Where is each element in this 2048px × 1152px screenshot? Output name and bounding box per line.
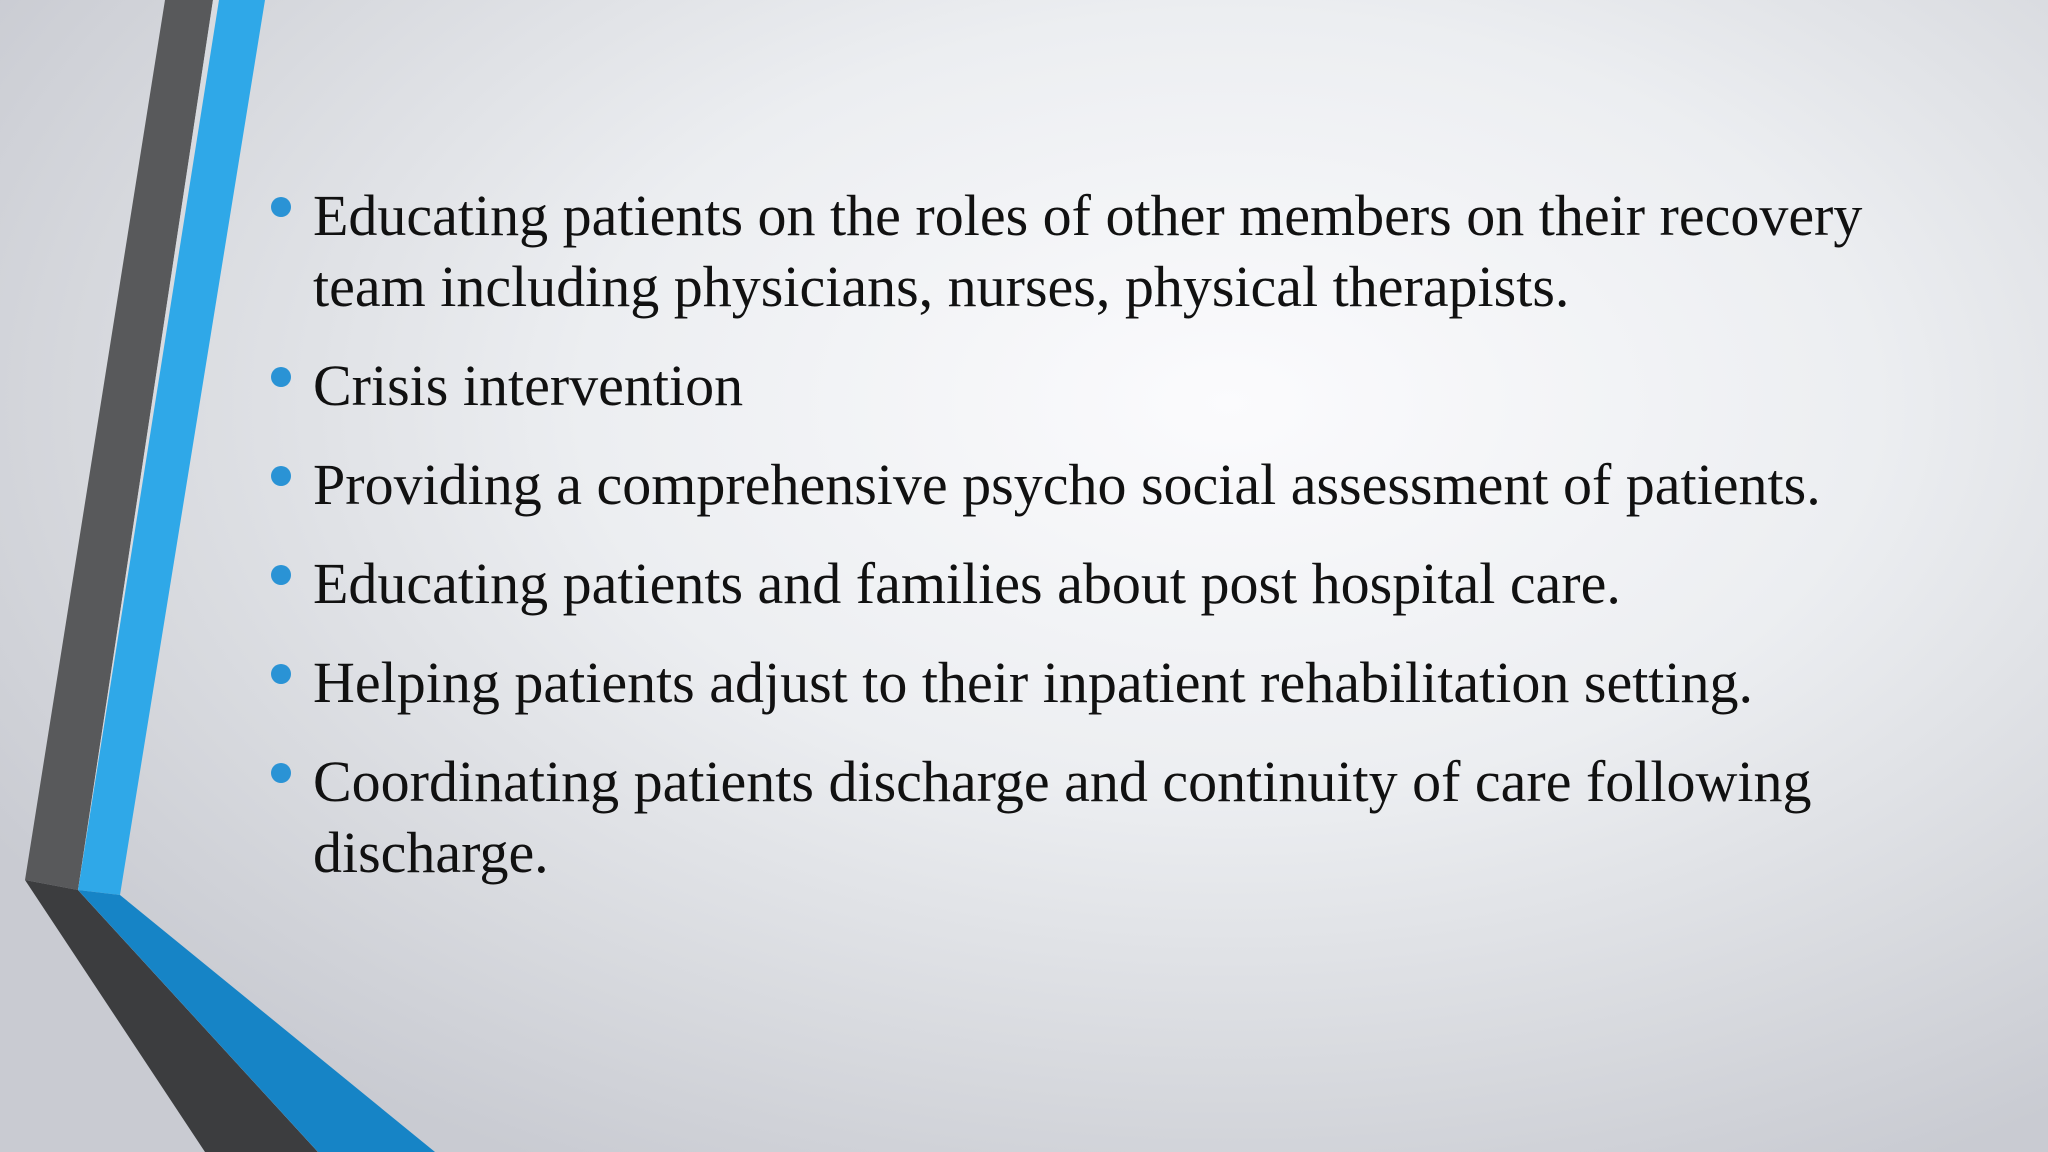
- bullet-item: [262, 548, 1922, 619]
- dark-stripe-diagonal: [25, 880, 318, 1152]
- bullet-list: [262, 180, 1922, 888]
- bullet-text: Coordinating patients discharge and continuity of care following discharge.: [313, 749, 1812, 885]
- bullet-text: Crisis intervention: [313, 353, 744, 418]
- bullet-item: [262, 350, 1922, 421]
- bullet-item: [262, 180, 1922, 322]
- bullet-text: Educating patients and families about post hospital care.: [313, 551, 1621, 616]
- bullet-text: Providing a comprehensive psycho social assessment of patients.: [313, 452, 1821, 517]
- bullet-text: Educating patients on the roles of other members on their recovery team including physicians, nurses, physical therapists.: [313, 183, 1863, 319]
- bullet-dot-icon: [271, 367, 291, 387]
- bullet-item: [262, 647, 1922, 718]
- bullet-dot-icon: [271, 197, 291, 217]
- bullet-item: [262, 746, 1922, 888]
- slide-body: [262, 180, 1922, 916]
- bullet-text: Helping patients adjust to their inpatient rehabilitation setting.: [313, 650, 1754, 715]
- bullet-item: [262, 449, 1922, 520]
- bullet-dot-icon: [271, 565, 291, 585]
- bullet-dot-icon: [271, 664, 291, 684]
- bullet-dot-icon: [271, 466, 291, 486]
- bullet-dot-icon: [271, 763, 291, 783]
